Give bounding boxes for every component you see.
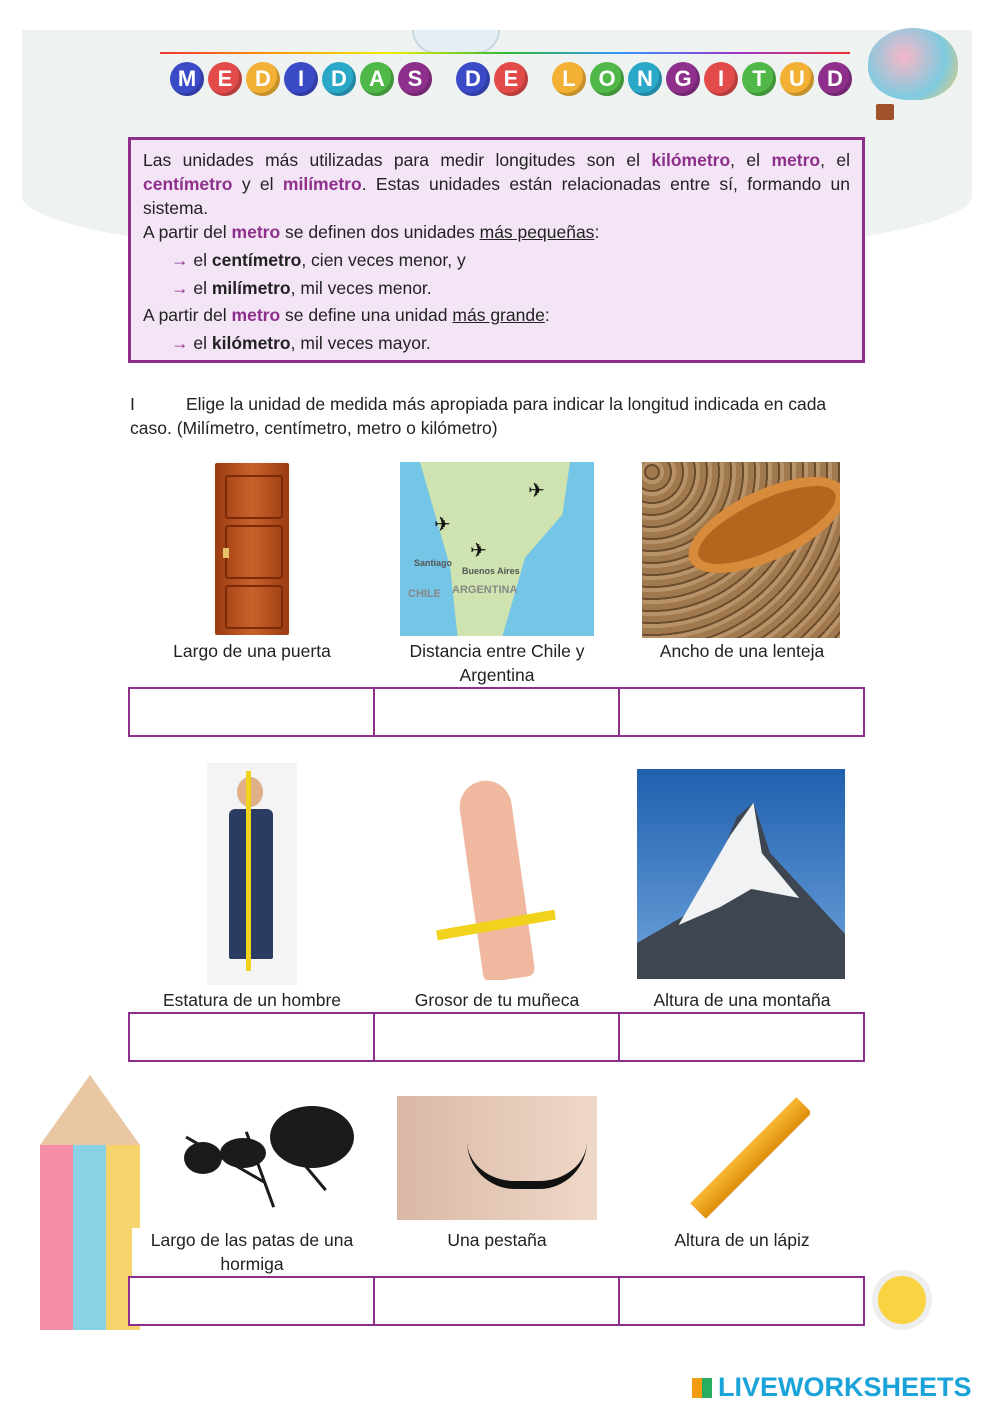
info-paragraph-3: A partir del metro se define una unidad más grande: bbox=[143, 305, 550, 325]
title-letter: E bbox=[494, 62, 528, 96]
pencil-image bbox=[680, 1090, 810, 1220]
worksheet-title bbox=[160, 58, 850, 102]
door-image bbox=[215, 463, 289, 635]
mountain-image bbox=[637, 769, 845, 979]
answer-box-1[interactable] bbox=[130, 689, 375, 735]
info-paragraph-2: A partir del metro se definen dos unidades más pequeñas: bbox=[143, 222, 600, 242]
title-letter: G bbox=[666, 62, 700, 96]
arrow-right-icon: → bbox=[171, 250, 189, 270]
answer-box-7[interactable] bbox=[130, 1278, 375, 1324]
title-letter: L bbox=[552, 62, 586, 96]
map-label-chile: CHILE bbox=[408, 588, 441, 600]
ant-image bbox=[150, 1098, 370, 1208]
wrist-image bbox=[430, 770, 560, 980]
answer-box-9[interactable] bbox=[620, 1278, 863, 1324]
lentils-image bbox=[642, 462, 840, 638]
title-letter: U bbox=[780, 62, 814, 96]
item-caption-1: Largo de una puerta bbox=[173, 641, 331, 661]
title-letter: I bbox=[704, 62, 738, 96]
title-letter: T bbox=[742, 62, 776, 96]
map-label-argentina: ARGENTINA bbox=[452, 584, 518, 596]
arrow-right-icon: → bbox=[171, 333, 189, 353]
brand-logo: LIVEWORKSHEETS bbox=[692, 1372, 972, 1403]
title-letter: N bbox=[628, 62, 662, 96]
airplane-icon: ✈ bbox=[470, 540, 487, 562]
item-caption-5: Grosor de tu muñeca bbox=[414, 990, 580, 1010]
info-list-item-centimetro: → el centímetro, cien veces menor, y bbox=[171, 250, 466, 270]
title-letter: M bbox=[170, 62, 204, 96]
balloon-basket-icon bbox=[876, 104, 894, 120]
arrow-right-icon: → bbox=[171, 278, 189, 298]
title-letter: S bbox=[398, 62, 432, 96]
answer-box-8[interactable] bbox=[375, 1278, 620, 1324]
item-caption-4: Estatura de un hombre bbox=[162, 990, 342, 1010]
info-paragraph-1: Las unidades más utilizadas para medir longitudes son el kilómetro, el metro, el centímetro y el milímetro. Estas unidades están relacionadas entre sí, formando un sistema. bbox=[143, 150, 850, 218]
answer-row-2 bbox=[128, 1012, 865, 1062]
map-label-buenos-aires: Buenos Aires bbox=[462, 566, 520, 576]
cloud-decoration bbox=[412, 30, 500, 54]
question-number: I bbox=[130, 394, 135, 414]
title-letter: A bbox=[360, 62, 394, 96]
item-caption-3: Ancho de una lenteja bbox=[659, 641, 825, 661]
info-list-item-kilometro: → el kilómetro, mil veces mayor. bbox=[171, 333, 431, 353]
info-list-item-milimetro: → el milímetro, mil veces menor. bbox=[171, 278, 432, 298]
question-instructions bbox=[130, 392, 850, 440]
title-letter: D bbox=[456, 62, 490, 96]
answer-row-1 bbox=[128, 687, 865, 737]
man-measuring-image bbox=[207, 763, 297, 985]
title-letter: D bbox=[246, 62, 280, 96]
answer-row-3 bbox=[128, 1276, 865, 1326]
airplane-icon: ✈ bbox=[528, 480, 545, 502]
item-caption-7: Largo de las patas de una hormiga bbox=[132, 1228, 372, 1276]
answer-box-3[interactable] bbox=[620, 689, 863, 735]
item-caption-2: Distancia entre Chile y Argentina bbox=[409, 641, 585, 685]
answer-box-6[interactable] bbox=[620, 1014, 863, 1060]
title-letter: O bbox=[590, 62, 624, 96]
thinking-emoji-icon bbox=[872, 1270, 932, 1330]
title-letter: D bbox=[322, 62, 356, 96]
title-letter: E bbox=[208, 62, 242, 96]
title-letter: D bbox=[818, 62, 852, 96]
map-label-santiago: Santiago bbox=[414, 558, 453, 568]
item-caption-6: Altura de una montaña bbox=[653, 990, 831, 1010]
answer-box-4[interactable] bbox=[130, 1014, 375, 1060]
airplane-icon: ✈ bbox=[434, 514, 451, 536]
info-box bbox=[128, 137, 865, 363]
title-string bbox=[160, 52, 850, 54]
hot-air-balloon-icon bbox=[868, 28, 958, 100]
answer-box-5[interactable] bbox=[375, 1014, 620, 1060]
answer-box-2[interactable] bbox=[375, 689, 620, 735]
item-caption-9: Altura de un lápiz bbox=[674, 1230, 810, 1250]
title-letter: I bbox=[284, 62, 318, 96]
eyelash-image bbox=[397, 1096, 597, 1220]
liveworksheets-logo-icon bbox=[692, 1378, 712, 1398]
question-text: Elige la unidad de medida más apropiada para indicar la longitud indicada en cada caso. (Milímetro, centímetro, metro o kilómetro) bbox=[130, 394, 827, 438]
item-caption-8: Una pestaña bbox=[447, 1230, 547, 1250]
map-image bbox=[400, 462, 594, 636]
